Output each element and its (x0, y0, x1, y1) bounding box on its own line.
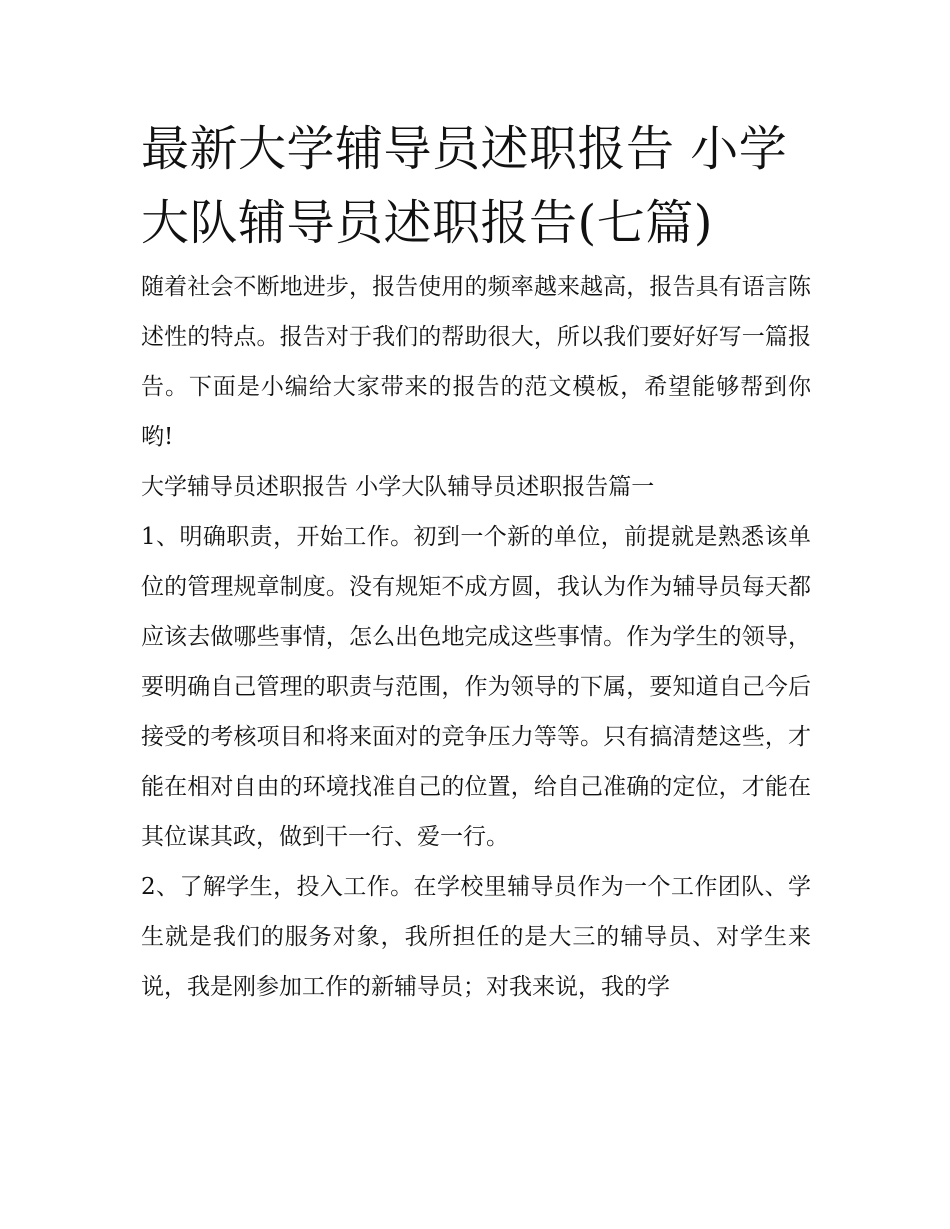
intro-paragraph: 随着社会不断地进步，报告使用的频率越来越高，报告具有语言陈述性的特点。报告对于我们的帮助很大，所以我们要好好写一篇报告。下面是小编给大家带来的报告的范文模板，希望能够帮到你哟! (141, 274, 811, 450)
document-title: 最新大学辅导员述职报告 小学大队辅导员述职报告(七篇) (141, 121, 788, 251)
body-paragraph-2: 2、了解学生，投入工作。在学校里辅导员作为一个工作团队、学生就是我们的服务对象，我所担任的是大三的辅导员、对学生来说，我是刚参加工作的新辅导员；对我来说，我的学 (141, 874, 811, 1000)
body-paragraph-1: 1、明确职责，开始工作。初到一个新的单位，前提就是熟悉该单位的管理规章制度。没有规矩不成方圆，我认为作为辅导员每天都应该去做哪些事情，怎么出色地完成这些事情。作为学生的领导，要明确自己管理的职责与范围，作为领导的下属，要知道自己今后接受的考核项目和将来面对的竞争压力等等。只有搞清楚这些，才能在相对自由的环境找准自己的位置，给自己准确的定位，才能在其位谋其政，做到干一行、爱一行。 (141, 524, 811, 850)
section-heading: 大学辅导员述职报告 小学大队辅导员述职报告篇一 (141, 474, 655, 500)
document-body (141, 112, 811, 1012)
